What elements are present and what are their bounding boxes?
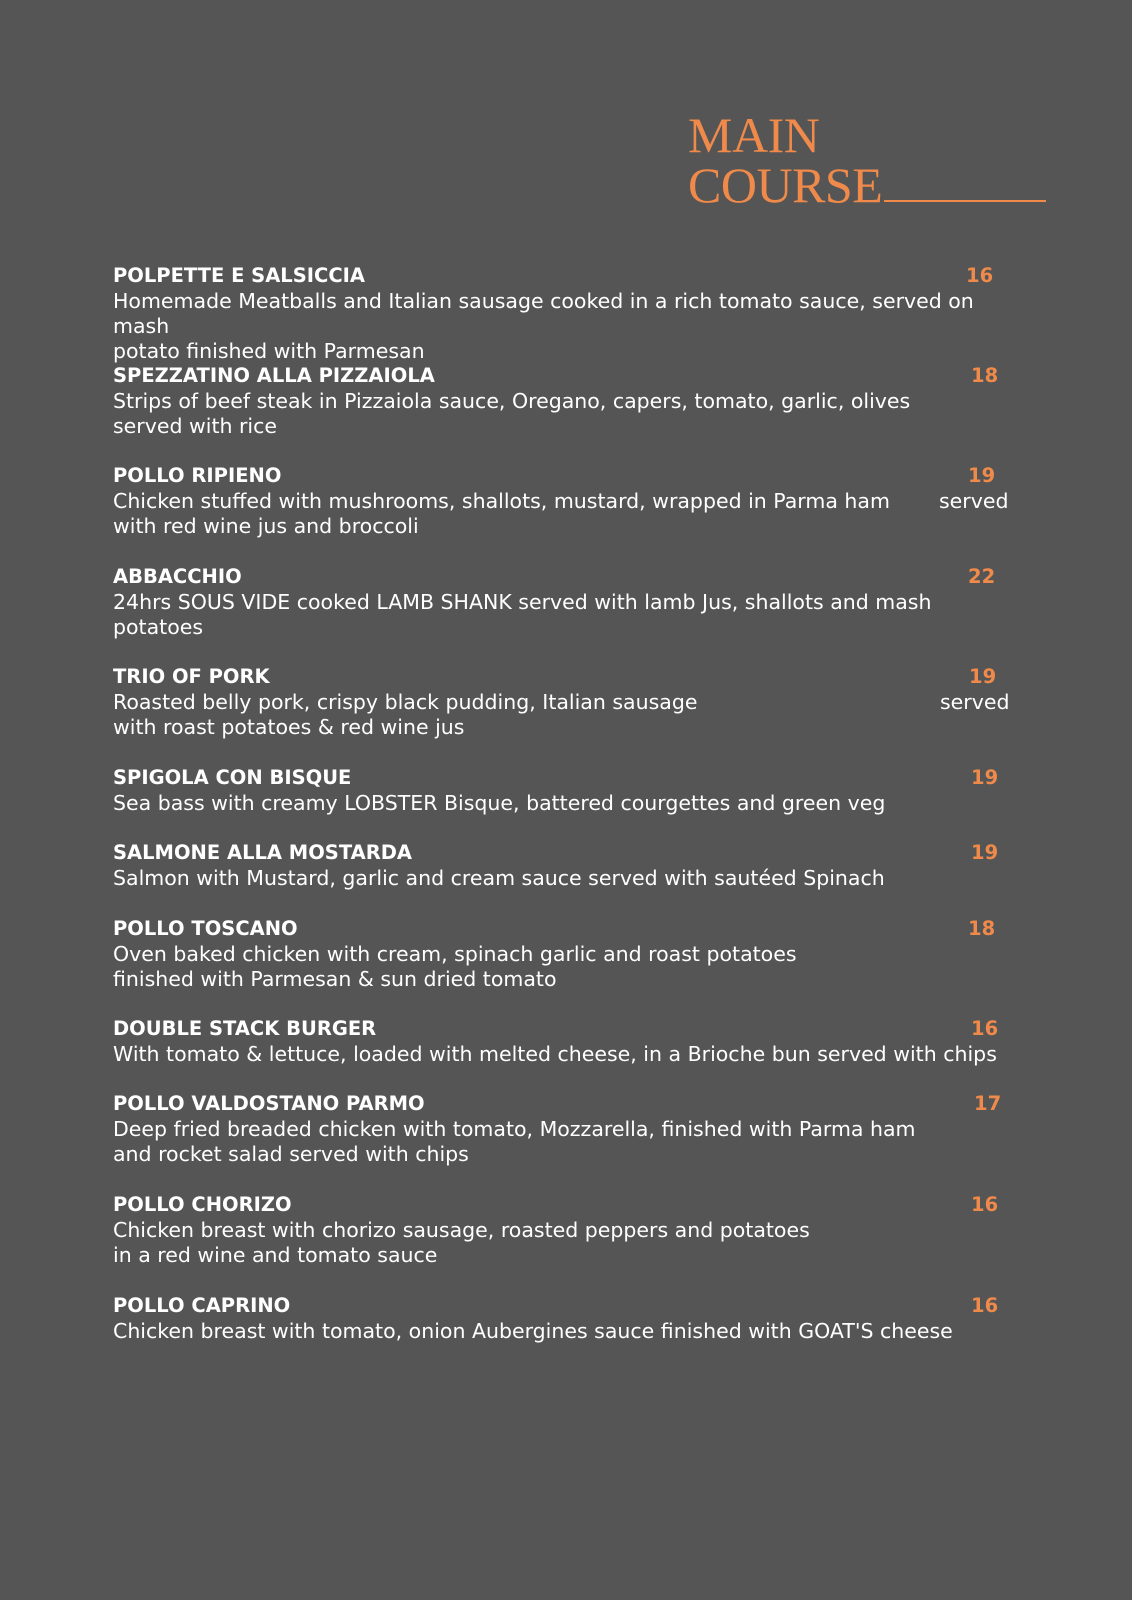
item-price: 19 [971,841,999,864]
item-description: Strips of beef steak in Pizzaiola sauce, Oregano, capers, tomato, garlic, olives served with rice [113,389,911,438]
menu-item [113,916,1003,992]
item-price: 19 [969,665,997,688]
menu-item [113,840,1003,891]
menu-item [113,564,1003,640]
item-price: 22 [968,565,996,588]
item-description: Homemade Meatballs and Italian sausage cooked in a rich tomato sauce, served on mash potato finished with Parmesan [113,289,974,363]
title-underline [884,200,1046,202]
item-name: POLLO CAPRINO [113,1294,291,1317]
menu-item [113,664,1010,740]
item-price: 18 [971,364,999,387]
item-description: Salmon with Mustard, garlic and cream sauce served with sautéed Spinach [113,866,885,890]
menu-item [113,1192,1003,1268]
item-price: 16 [971,1017,999,1040]
item-description: 24hrs SOUS VIDE cooked LAMB SHANK served with lamb Jus, shallots and mash potatoes [113,590,932,639]
item-name: POLLO RIPIENO [113,464,282,487]
item-name: POLLO CHORIZO [113,1193,292,1216]
item-price: 16 [971,1294,999,1317]
item-price: 17 [974,1092,1002,1115]
item-price: 18 [968,917,996,940]
item-name: SPEZZATINO ALLA PIZZAIOLA [113,364,435,387]
menu-item [113,1016,1003,1067]
menu-item [113,765,1003,816]
item-description: Deep fried breaded chicken with tomato, Mozzarella, finished with Parma ham and rocket salad served with chips [113,1117,916,1166]
menu-item [113,363,1003,439]
item-description: Chicken breast with chorizo sausage, roasted peppers and potatoes in a red wine and tomato sauce [113,1218,810,1267]
page-title [688,107,1046,213]
item-name: POLLO VALDOSTANO PARMO [113,1092,425,1115]
item-name: DOUBLE STACK BURGER [113,1017,377,1040]
menu-item [113,263,1003,364]
item-name: SALMONE ALLA MOSTARDA [113,841,412,864]
item-description: With tomato & lettuce, loaded with melted cheese, in a Brioche bun served with chips [113,1042,997,1066]
menu-item [113,463,1009,539]
item-description: Roasted belly pork, crispy black pudding, Italian sausage with roast potatoes & red wine jus [113,690,698,739]
item-name: ABBACCHIO [113,565,242,588]
served-note: served [939,489,1009,513]
item-description: Chicken stuffed with mushrooms, shallots, mustard, wrapped in Parma ham with red wine jus and broccoli [113,489,890,538]
item-description: Sea bass with creamy LOBSTER Bisque, battered courgettes and green veg [113,791,886,815]
item-name: TRIO OF PORK [113,665,270,688]
item-description: Oven baked chicken with cream, spinach garlic and roast potatoes finished with Parmesan & sun dried tomato [113,942,797,991]
page-title-line2: COURSE [688,157,883,213]
served-note: served [940,690,1010,714]
item-name: POLPETTE E SALSICCIA [113,264,366,287]
item-name: POLLO TOSCANO [113,917,298,940]
page-title-line1: MAIN [688,107,820,163]
menu-item [113,1091,1003,1167]
item-description: Chicken breast with tomato, onion Aubergines sauce finished with GOAT'S cheese [113,1319,953,1343]
item-price: 19 [971,766,999,789]
menu-item [113,1293,1003,1344]
item-price: 16 [971,1193,999,1216]
item-price: 19 [968,464,996,487]
item-name: SPIGOLA CON BISQUE [113,766,352,789]
item-price: 16 [966,264,994,287]
